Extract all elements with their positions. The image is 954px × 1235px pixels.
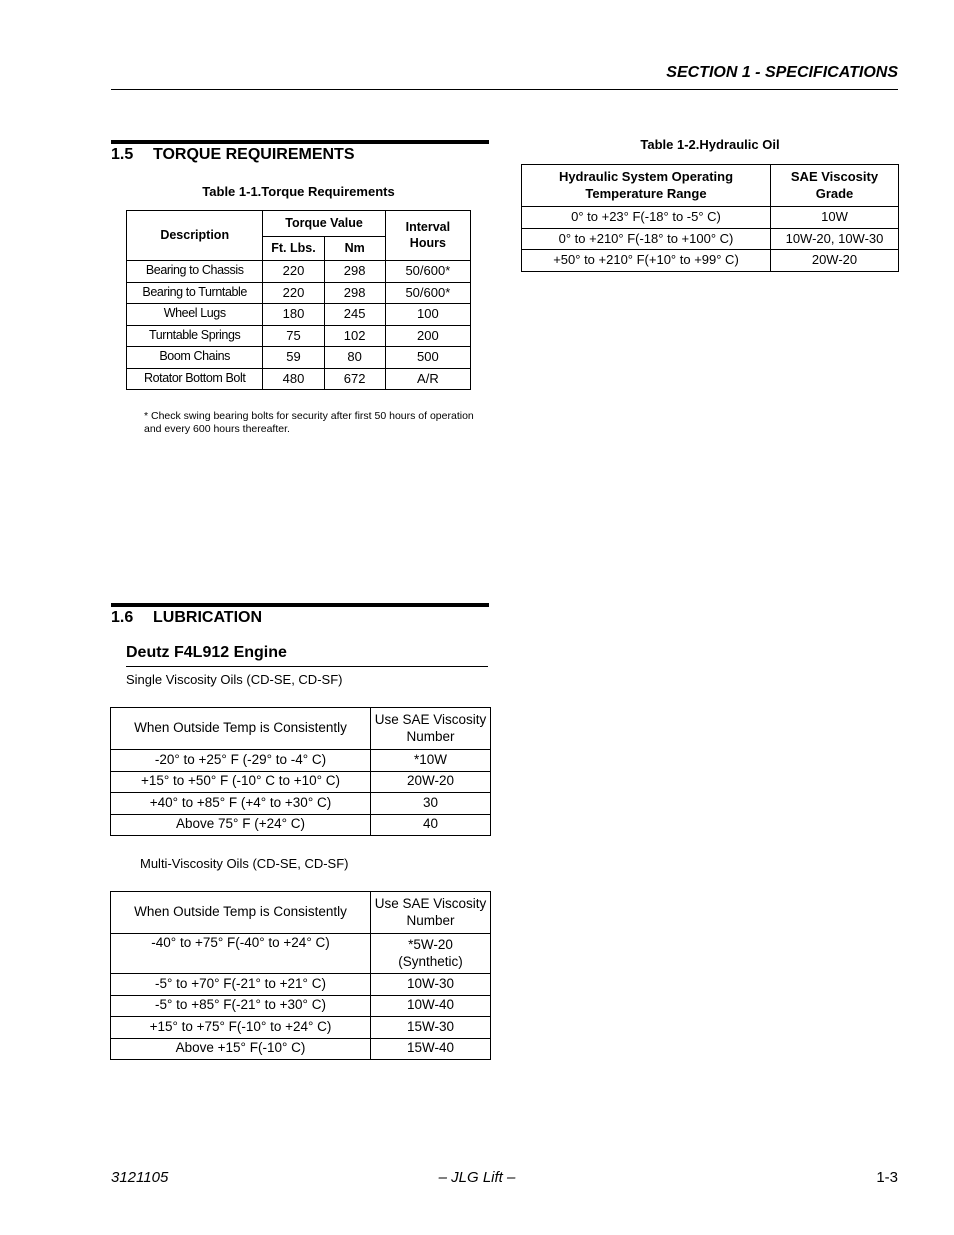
section-bar-torque	[111, 140, 489, 144]
single-temp: +15° to +50° F (-10° C to +10° C)	[111, 771, 371, 793]
torque-desc: Bearing to Chassis	[127, 261, 263, 283]
multi-visc: 10W-40	[371, 995, 491, 1017]
table-row	[111, 995, 491, 1017]
col-header-nm: Nm	[324, 237, 385, 261]
multi-visc: 15W-30	[371, 1017, 491, 1039]
visc-header-line1: Use SAE Viscosity	[374, 895, 487, 911]
multi-viscosity-table	[110, 891, 491, 1060]
table-row	[111, 1017, 491, 1039]
multi-visc-line2: (Synthetic)	[398, 953, 463, 969]
multi-visc-line1: *5W-20	[408, 936, 453, 952]
col-header-outside-temp: When Outside Temp is Consistently	[111, 708, 371, 750]
lubrication-section-heading	[111, 609, 262, 627]
table-row	[522, 228, 899, 250]
table-row	[127, 325, 471, 347]
hydraulic-grade: 10W	[771, 207, 899, 229]
section-bar-lubrication	[111, 603, 489, 607]
table-row	[522, 207, 899, 229]
footer-brand: – JLG Lift –	[438, 1169, 516, 1186]
multi-temp: -5° to +85° F(-21° to +30° C)	[111, 995, 371, 1017]
footer-page-number: 1-3	[876, 1169, 898, 1186]
torque-section-title: TORQUE REQUIREMENTS	[153, 146, 355, 163]
multi-temp: Above +15° F(-10° C)	[111, 1038, 371, 1060]
col-header-interval	[385, 211, 470, 261]
visc-header-line1: Use SAE Viscosity	[374, 711, 487, 727]
torque-desc: Bearing to Turntable	[127, 282, 263, 304]
table-row	[127, 368, 471, 390]
table-row	[111, 750, 491, 772]
multi-visc	[371, 934, 491, 974]
torque-desc: Turntable Springs	[127, 325, 263, 347]
multi-temp: +15° to +75° F(-10° to +24° C)	[111, 1017, 371, 1039]
torque-interval: 200	[385, 325, 470, 347]
col-header-viscosity-number	[371, 892, 491, 934]
col-header-ftlbs: Ft. Lbs.	[263, 237, 324, 261]
single-visc: 30	[371, 793, 491, 815]
lubrication-section-number: 1.6	[111, 609, 134, 626]
torque-nm: 298	[324, 282, 385, 304]
table-row	[127, 304, 471, 326]
torque-interval: 50/600*	[385, 282, 470, 304]
multi-visc: 15W-40	[371, 1038, 491, 1060]
torque-ftlbs: 220	[263, 261, 324, 283]
torque-nm: 245	[324, 304, 385, 326]
torque-interval: 100	[385, 304, 470, 326]
hydraulic-oil-table	[521, 164, 899, 272]
torque-nm: 102	[324, 325, 385, 347]
single-temp: +40° to +85° F (+4° to +30° C)	[111, 793, 371, 815]
torque-nm: 672	[324, 368, 385, 390]
range-header-line2: Temperature Range	[585, 185, 707, 201]
torque-desc: Rotator Bottom Bolt	[127, 368, 263, 390]
table-row	[111, 771, 491, 793]
table-row	[127, 261, 471, 283]
torque-interval: 500	[385, 347, 470, 369]
torque-interval: A/R	[385, 368, 470, 390]
torque-desc: Wheel Lugs	[127, 304, 263, 326]
header-rule	[111, 89, 898, 90]
hydraulic-range: 0° to +210° F(-18° to +100° C)	[522, 228, 771, 250]
engine-title-rule	[126, 666, 488, 667]
table-row	[111, 974, 491, 996]
col-header-viscosity-grade	[771, 165, 899, 207]
interval-header-line2: Hours	[409, 235, 446, 250]
single-visc: 40	[371, 814, 491, 836]
hydraulic-range: +50° to +210° F(+10° to +99° C)	[522, 250, 771, 272]
torque-ftlbs: 480	[263, 368, 324, 390]
grade-header-line1: SAE Viscosity	[790, 169, 879, 185]
torque-ftlbs: 59	[263, 347, 324, 369]
torque-section-number: 1.5	[111, 146, 134, 163]
torque-section-heading	[111, 146, 355, 164]
table-row	[127, 282, 471, 304]
interval-header-line1: Interval	[405, 219, 451, 234]
grade-header-line2: Grade	[815, 185, 854, 201]
torque-ftlbs: 220	[263, 282, 324, 304]
torque-ftlbs: 75	[263, 325, 324, 347]
engine-title: Deutz F4L912 Engine	[126, 644, 287, 661]
multi-temp: -5° to +70° F(-21° to +21° C)	[111, 974, 371, 996]
single-viscosity-subtitle: Single Viscosity Oils (CD-SE, CD-SF)	[126, 672, 343, 687]
torque-table-caption: Table 1-1.Torque Requirements	[202, 184, 395, 199]
range-header-line1: Hydraulic System Operating	[558, 169, 734, 185]
col-header-outside-temp: When Outside Temp is Consistently	[111, 892, 371, 934]
torque-nm: 298	[324, 261, 385, 283]
table-row	[111, 814, 491, 836]
table-row	[127, 347, 471, 369]
torque-interval: 50/600*	[385, 261, 470, 283]
single-temp: Above 75° F (+24° C)	[111, 814, 371, 836]
col-header-torque-value: Torque Value	[263, 211, 385, 237]
torque-desc: Boom Chains	[127, 347, 263, 369]
torque-table	[126, 210, 471, 390]
hydraulic-grade: 10W-20, 10W-30	[771, 228, 899, 250]
hydraulic-grade: 20W-20	[771, 250, 899, 272]
single-visc: *10W	[371, 750, 491, 772]
col-header-description: Description	[127, 211, 263, 261]
hydraulic-table-caption: Table 1-2.Hydraulic Oil	[640, 137, 780, 152]
multi-viscosity-subtitle: Multi-Viscosity Oils (CD-SE, CD-SF)	[140, 856, 349, 871]
footer-document-number: 3121105	[111, 1169, 169, 1186]
torque-nm: 80	[324, 347, 385, 369]
table-row	[111, 934, 491, 974]
torque-ftlbs: 180	[263, 304, 324, 326]
visc-header-line2: Number	[406, 912, 455, 928]
table-row	[111, 793, 491, 815]
table-row	[111, 1038, 491, 1060]
col-header-temperature-range	[522, 165, 771, 207]
multi-visc: 10W-30	[371, 974, 491, 996]
col-header-viscosity-number	[371, 708, 491, 750]
table-row	[522, 250, 899, 272]
single-visc: 20W-20	[371, 771, 491, 793]
single-temp: -20° to +25° F (-29° to -4° C)	[111, 750, 371, 772]
visc-header-line2: Number	[406, 728, 455, 744]
section-header-title: SECTION 1 - SPECIFICATIONS	[666, 64, 898, 81]
single-viscosity-table	[110, 707, 491, 836]
torque-footnote: * Check swing bearing bolts for security after first 50 hours of operation and every 600 hours thereafter.	[144, 410, 474, 435]
multi-temp: -40° to +75° F(-40° to +24° C)	[111, 934, 371, 974]
hydraulic-range: 0° to +23° F(-18° to -5° C)	[522, 207, 771, 229]
lubrication-section-title: LUBRICATION	[153, 609, 263, 626]
